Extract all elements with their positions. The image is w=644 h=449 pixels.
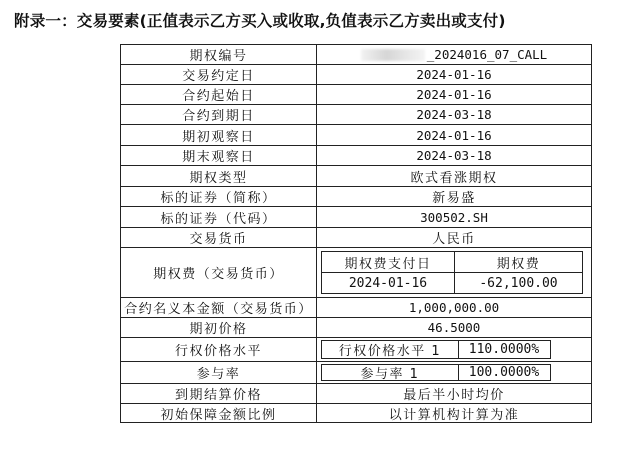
participation-pair bbox=[321, 364, 551, 381]
currency-value: 人民币 bbox=[432, 232, 476, 247]
premium-paydate-header: 期权费支付日 bbox=[322, 252, 455, 273]
table-row bbox=[121, 384, 591, 404]
start-date-value: 2024-01-16 bbox=[416, 87, 492, 102]
strike-sub-label: 行权价格水平 1 bbox=[322, 341, 459, 358]
table-row bbox=[121, 146, 591, 166]
premium-paydate-value: 2024-01-16 bbox=[322, 273, 455, 293]
settlement-price-value: 最后半小时均价 bbox=[403, 388, 505, 403]
option-code-label: 期权编号 bbox=[121, 45, 317, 64]
strike-pair bbox=[321, 340, 551, 359]
underlying-code-label: 标的证券（代码） bbox=[121, 207, 317, 227]
initial-price-label: 期初价格 bbox=[121, 318, 317, 337]
maturity-date-value: 2024-03-18 bbox=[416, 107, 492, 122]
redacted-mark bbox=[361, 49, 425, 61]
table-row bbox=[121, 65, 591, 85]
table-row bbox=[121, 362, 591, 384]
strike-label: 行权价格水平 bbox=[121, 338, 317, 361]
table-row bbox=[121, 338, 591, 362]
option-type-label: 期权类型 bbox=[121, 166, 317, 186]
underlying-name-label: 标的证券（简称） bbox=[121, 187, 317, 206]
table-row bbox=[121, 45, 591, 65]
table-row bbox=[121, 228, 591, 248]
table-row bbox=[121, 207, 591, 228]
table-row bbox=[121, 318, 591, 338]
table-row bbox=[121, 187, 591, 207]
option-code-text: _2024016_07_CALL bbox=[426, 47, 548, 62]
maturity-date-label: 合约到期日 bbox=[121, 105, 317, 124]
table-row bbox=[121, 166, 591, 187]
table-row bbox=[121, 404, 591, 423]
final-obs-label: 期末观察日 bbox=[121, 146, 317, 165]
trade-date-value: 2024-01-16 bbox=[416, 67, 492, 82]
underlying-name-value: 新易盛 bbox=[432, 191, 476, 206]
notional-label: 合约名义本金额（交易货币） bbox=[121, 298, 317, 317]
table-row bbox=[121, 298, 591, 318]
participation-label: 参与率 bbox=[121, 362, 317, 383]
trade-terms-table bbox=[120, 44, 592, 423]
initial-obs-label: 期初观察日 bbox=[121, 125, 317, 145]
strike-value: 110.0000% bbox=[468, 342, 540, 357]
margin-ratio-value: 以计算机构计算为准 bbox=[388, 408, 520, 423]
premium-subtable bbox=[321, 251, 583, 294]
participation-value: 100.0000% bbox=[468, 365, 540, 380]
premium-amount-value: -62,100.00 bbox=[479, 275, 558, 291]
table-row bbox=[121, 85, 591, 105]
trade-date-label: 交易约定日 bbox=[121, 65, 317, 84]
table-row bbox=[121, 125, 591, 146]
underlying-code-value: 300502.SH bbox=[420, 209, 488, 225]
option-code-value bbox=[317, 45, 591, 64]
initial-price-value: 46.5000 bbox=[427, 320, 481, 335]
settlement-price-label: 到期结算价格 bbox=[121, 384, 317, 403]
table-row bbox=[121, 248, 591, 298]
premium-amount-header: 期权费 bbox=[455, 252, 582, 273]
notional-value: 1,000,000.00 bbox=[408, 300, 500, 315]
page-title: 附录一：交易要素(正值表示乙方买入或收取,负值表示乙方卖出或支付) bbox=[14, 12, 506, 30]
table-row bbox=[121, 105, 591, 125]
currency-label: 交易货币 bbox=[121, 228, 317, 247]
start-date-label: 合约起始日 bbox=[121, 85, 317, 104]
premium-label: 期权费（交易货币） bbox=[121, 248, 317, 297]
margin-ratio-label: 初始保障金额比例 bbox=[121, 404, 317, 423]
final-obs-value: 2024-03-18 bbox=[416, 148, 492, 163]
initial-obs-value: 2024-01-16 bbox=[416, 127, 492, 143]
option-type-value: 欧式看涨期权 bbox=[410, 170, 498, 186]
participation-sub-label: 参与率 1 bbox=[322, 365, 459, 380]
